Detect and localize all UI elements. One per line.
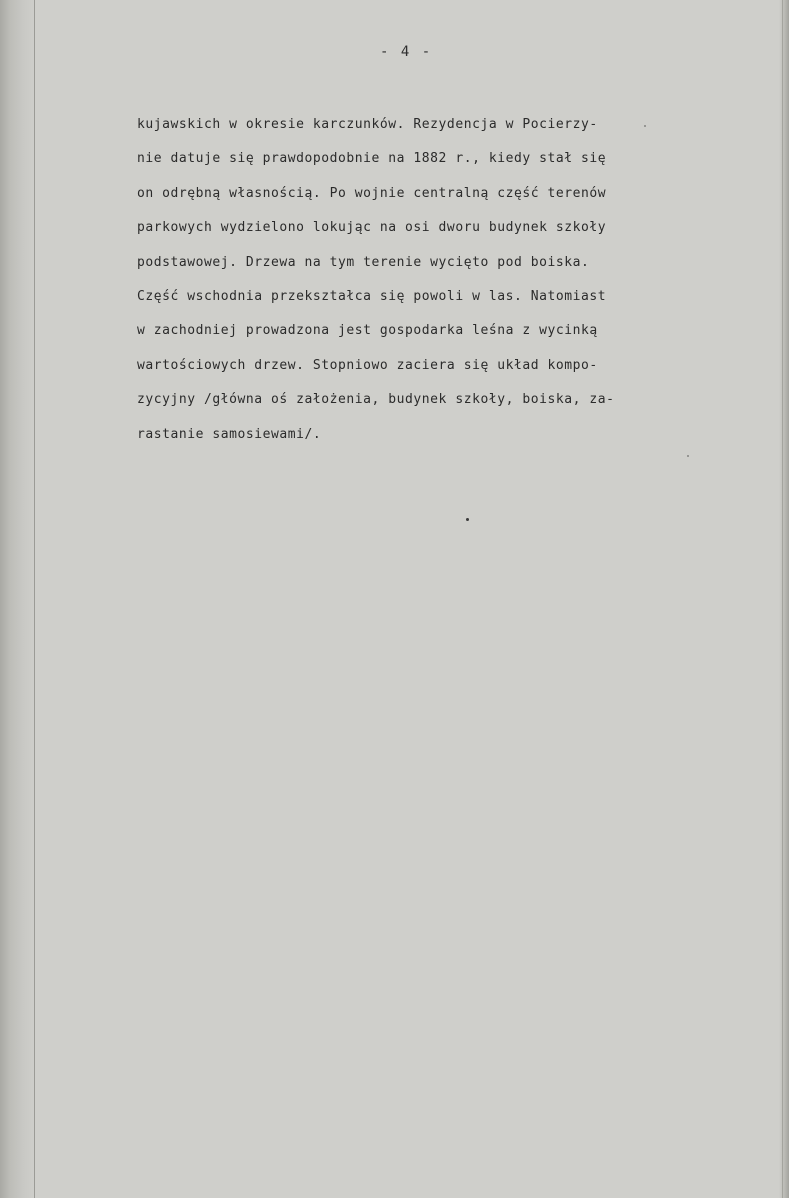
page-number: - 4 - <box>380 44 433 60</box>
paragraph-line: zycyjny /główna oś założenia, budynek szkoły, boiska, za- <box>137 392 615 408</box>
paragraph-line: w zachodniej prowadzona jest gospodarka leśna z wycinką <box>137 323 598 339</box>
typewritten-paragraph <box>137 116 747 460</box>
paragraph-line: podstawowej. Drzewa na tym terenie wycięto pod boiska. <box>137 254 590 270</box>
paragraph-line: Część wschodnia przekształca się powoli w las. Natomiast <box>137 288 607 304</box>
paragraph-line: rastanie samosiewami/. <box>137 426 322 442</box>
paper-speck <box>466 518 469 521</box>
page-fold-line <box>34 0 35 1198</box>
page-right-shadow <box>779 0 789 1198</box>
page-left-shadow <box>0 0 36 1198</box>
page-right-line <box>782 0 783 1198</box>
paragraph-line: wartościowych drzew. Stopniowo zaciera się układ kompo- <box>137 357 598 373</box>
paper-speck <box>644 125 646 127</box>
paragraph-line: on odrębną własnością. Po wojnie centralną część terenów <box>137 185 607 201</box>
paragraph-line: parkowych wydzielono lokując na osi dworu budynek szkoły <box>137 220 607 236</box>
paragraph-line: nie datuje się prawdopodobnie na 1882 r., kiedy stał się <box>137 151 607 167</box>
paragraph-line: kujawskich w okresie karczunków. Rezydencja w Pocierzy- <box>137 117 598 132</box>
paper-speck <box>687 455 689 457</box>
